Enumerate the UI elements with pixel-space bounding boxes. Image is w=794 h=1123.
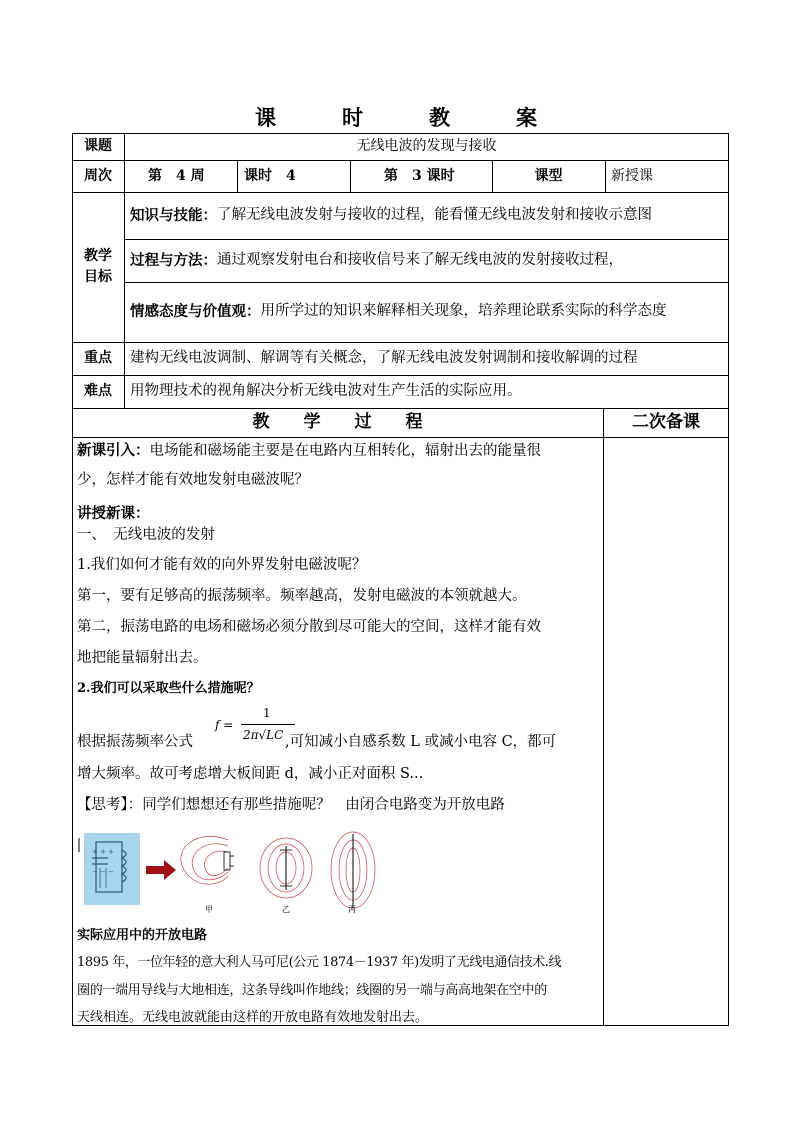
week-value: 第 4 周 [148,167,205,184]
svg-text:− − −: − − − [92,868,115,876]
paragraph-2a: 第二，振荡电路的电场和磁场必须分散到尽可能大的空间，这样才能有效 [77,619,541,635]
goal-knowledge: 知识与技能： 了解无线电波发射与接收的过程，能看懂无线电波发射和接收示意图 [130,206,652,224]
application-line-3: 天线相连。无线电波就能由这样的开放电路有效地发射出去。 [77,1010,429,1025]
period-value: 第 3 课时 [384,167,455,184]
week-label: 周次 [84,167,112,184]
intro-line-1: 新课引入：电场能和磁场能主要是在电路内互相转化，辐射出去的能量很 [77,442,541,459]
goal-process: 过程与方法： 通过观察发射电台和接收信号来了解无线电波的发射接收过程， [130,251,623,269]
svg-text:+ + +: + + + [92,848,115,856]
figure-label-jia: 甲 [205,905,213,914]
period-label: 课时 4 [244,167,296,184]
open-circuit-figure [78,828,378,918]
teach-heading: 讲授新课： [77,505,150,522]
figure-label-bing: 丙 [348,905,356,914]
formula-line-1: 根据振荡频率公式 ,可知减小自感系数 L 或减小电容 C，都可 [77,734,557,750]
key-value: 建构无线电波调制、解调等有关概念，了解无线电波发射调制和接收解调的过程 [130,349,638,366]
topic-value: 无线电波的发现与接收 [356,138,497,155]
application-heading: 实际应用中的开放电路 [77,928,208,943]
frequency-formula: f = 1 2π√LC [215,706,297,752]
question-1: 1.我们如何才能有效的向外界发射电磁波呢？ [77,557,367,573]
topic-label: 课题 [84,138,112,155]
type-label: 课型 [534,167,563,184]
paragraph-1: 第一，要有足够高的振荡频率。频率越高，发射电磁波的本领就越大。 [77,588,527,604]
page-title: 课 时 教 案 [255,105,539,130]
type-value: 新授课 [611,167,653,184]
think-line: 【思考】：同学们想想还有那些措施呢？ 由闭合电路变为开放电路 [77,797,505,813]
key-label: 重点 [84,350,112,367]
figure-label-yi: 乙 [282,905,290,914]
intro-line-2: 少，怎样才能有效地发射电磁波呢？ [77,472,309,488]
process-header: 教 学 过 程 [252,412,423,433]
circuit-diagram-svg [78,828,378,918]
section-1-heading: 一、 无线电波的发射 [77,527,215,543]
fraction-bar [241,724,295,725]
difficulty-value: 用物理技术的视角解决分析无线电波对生产生活的实际应用。 [130,382,522,399]
question-2: 2.我们可以采取些什么措施呢？ [77,681,260,696]
goal-attitude: 情感态度与价值观： 用所学过的知识来解释相关现象，培养理论联系实际的科学态度 [130,303,667,321]
goal-label: 教学目标 [84,248,112,285]
application-line-1: 1895 年，一位年轻的意大利人马可尼(公元 1874－1937 年)发明了无线电通信技术.线 [77,955,562,970]
notes-header: 二次备课 [632,412,700,433]
formula-line-2: 增大频率。故可考虑增大板间距 d，减小正对面积 S... [77,766,424,782]
paragraph-2b: 地把能量辐射出去。 [77,650,208,666]
difficulty-label: 难点 [84,383,112,400]
application-line-2: 圈的一端用导线与大地相连，这条导线叫作地线；线圈的另一端与高高地架在空中的 [77,983,547,998]
